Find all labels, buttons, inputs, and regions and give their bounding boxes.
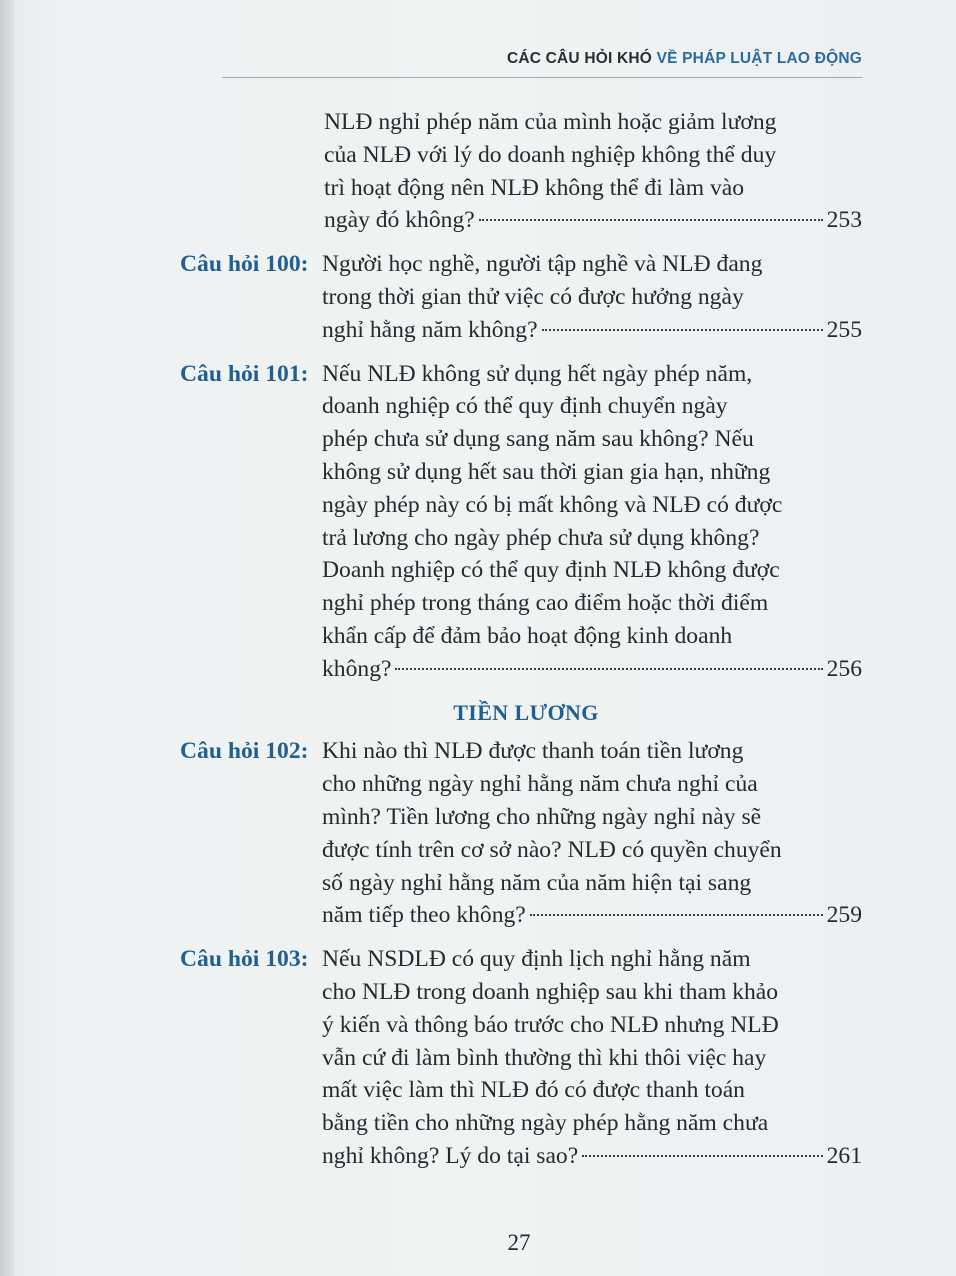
text-line: khẩn cấp để đảm bảo hoạt động kinh doanh	[322, 622, 733, 649]
last-line	[322, 899, 862, 932]
table-of-contents	[176, 106, 862, 1184]
text-line: cho những ngày nghỉ hằng năm chưa nghỉ của	[322, 771, 758, 798]
text-line: Nếu NSDLĐ có quy định lịch nghỉ hằng năm	[322, 946, 751, 973]
running-head	[507, 50, 862, 68]
text-line: mình? Tiền lương cho những ngày nghỉ này sẽ	[322, 803, 762, 830]
text-line: doanh nghiệp có thể quy định chuyển ngày	[322, 393, 728, 420]
dot-leader	[542, 329, 823, 331]
running-head-part1: CÁC CÂU HỎI KHÓ	[506, 50, 653, 67]
toc-entry-100	[176, 248, 862, 346]
text-line: được tính trên cơ sở nào? NLĐ có quyền chuyển	[322, 836, 782, 863]
question-label: Câu hỏi 100:	[180, 251, 309, 278]
text-line: Nếu NLĐ không sử dụng hết ngày phép năm,	[322, 360, 753, 387]
text-line: ý kiến và thông báo trước cho NLĐ nhưng NLĐ	[322, 1011, 779, 1038]
dot-leader	[395, 668, 822, 670]
last-line-text: nghỉ không? Lý do tại sao?	[322, 1142, 579, 1169]
page-ref: 253	[826, 207, 862, 234]
page-ref: 255	[826, 316, 862, 343]
question-label: Câu hỏi 103:	[180, 946, 309, 973]
entry-text	[324, 106, 862, 237]
text-line: mất việc làm thì NLĐ đó có được thanh toán	[322, 1077, 745, 1104]
text-line: vẫn cứ đi làm bình thường thì khi thôi việc hay	[322, 1044, 767, 1071]
running-head-part2: VỀ PHÁP LUẬT LAO ĐỘNG	[656, 50, 862, 67]
text-line: số ngày nghỉ hằng năm của năm hiện tại sang	[322, 869, 752, 896]
text-line: ngày phép này có bị mất không và NLĐ có được	[322, 491, 783, 518]
binding-edge	[0, 0, 14, 1276]
toc-entry-102	[176, 735, 862, 932]
entry-text	[322, 248, 862, 346]
text-line: của NLĐ với lý do doanh nghiệp không thể duy	[324, 141, 777, 168]
last-line	[322, 1140, 862, 1173]
last-line	[322, 314, 862, 347]
text-line: cho NLĐ trong doanh nghiệp sau khi tham khảo	[322, 978, 779, 1005]
text-line: trả lương cho ngày phép chưa sử dụng không?	[322, 524, 760, 551]
entry-text	[322, 943, 862, 1173]
last-line-text: nghỉ hằng năm không?	[322, 316, 538, 343]
question-label: Câu hỏi 101:	[180, 360, 309, 387]
last-line-text: ngày đó không?	[324, 207, 475, 234]
page-number: 27	[507, 1230, 531, 1255]
last-line-text: năm tiếp theo không?	[322, 902, 526, 929]
page-ref: 261	[826, 1142, 862, 1169]
last-line-text: không?	[322, 655, 392, 682]
entry-text	[322, 358, 862, 686]
text-line: bằng tiền cho những ngày phép hằng năm chưa	[322, 1110, 769, 1137]
text-line: nghỉ phép trong tháng cao điểm hoặc thời điểm	[322, 590, 769, 617]
entry-text	[322, 735, 862, 932]
toc-entry-101	[176, 358, 862, 686]
dot-leader	[479, 219, 823, 221]
last-line	[322, 653, 862, 686]
text-line: trong thời gian thử việc có được hưởng ngày	[322, 283, 744, 310]
toc-entry-continued	[176, 106, 862, 237]
dot-leader	[530, 914, 823, 916]
text-line: Khi nào thì NLĐ được thanh toán tiền lương	[322, 738, 744, 765]
section-title: TIỀN LƯƠNG	[453, 699, 599, 725]
text-line: Người học nghề, người tập nghề và NLĐ đang	[322, 251, 763, 278]
text-line: NLĐ nghỉ phép năm của mình hoặc giảm lương	[324, 109, 777, 135]
header-rule	[222, 77, 862, 78]
page-ref: 259	[826, 902, 862, 929]
text-line: trì hoạt động nên NLĐ không thể đi làm vào	[324, 174, 745, 201]
toc-entry-103	[176, 943, 862, 1173]
dot-leader	[582, 1155, 822, 1157]
last-line	[324, 204, 862, 237]
page-ref: 256	[826, 655, 862, 682]
text-line: không sử dụng hết sau thời gian gia hạn, những	[322, 458, 771, 485]
text-line: Doanh nghiệp có thể quy định NLĐ không được	[322, 557, 780, 584]
question-label: Câu hỏi 102:	[180, 738, 309, 765]
text-line: phép chưa sử dụng sang năm sau không? Nếu	[322, 426, 754, 453]
